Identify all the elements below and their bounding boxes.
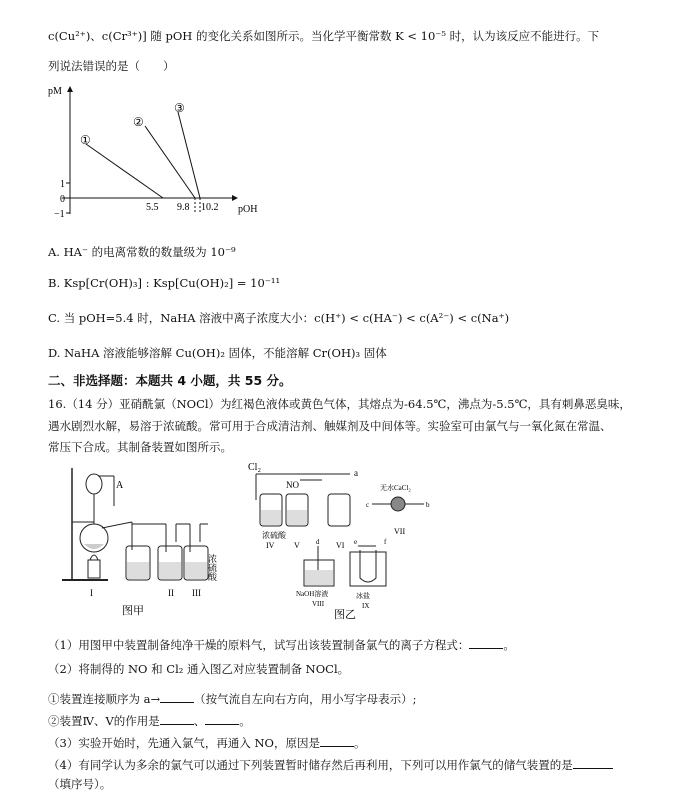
q16-line3: 常压下合成。其制备装置如图所示。 xyxy=(48,440,232,454)
x-axis-label: pOH xyxy=(238,204,258,215)
letter-b: b xyxy=(426,501,430,509)
caption-jia: 图甲 xyxy=(122,605,144,617)
q16-line1: 16.（14 分）亚硝酰氯（NOCl）为红褐色液体或黄色气体，其熔点为-64.5℃，沸点为-5.5℃，具有刺鼻恶臭味， xyxy=(48,397,631,411)
curve-label-2: ② xyxy=(133,115,144,129)
roman-iv: IV xyxy=(266,541,275,550)
y-tick-1: 1 xyxy=(60,179,65,190)
option-b[interactable]: B. Ksp[Cr(OH)₃] : Ksp[Cu(OH)₂] = 10⁻¹¹ xyxy=(48,276,281,290)
x-tick-9.8: 9.8 xyxy=(177,202,190,213)
roman-viii: VIII xyxy=(312,600,325,608)
label-anhydrous-cacl2: 无水CaCl₂ xyxy=(380,484,411,492)
apparatus-figure-yi xyxy=(246,460,436,620)
label-ice-salt: 冰盐 xyxy=(356,592,370,600)
curve-1 xyxy=(86,144,163,198)
q16-part2: （2）将制得的 NO 和 Cl₂ 通入图乙对应装置制备 NOCl。 xyxy=(48,662,350,676)
x-axis-arrow xyxy=(232,195,238,201)
x-tick-5.5: 5.5 xyxy=(146,202,159,213)
question-intro-line2: 列说法错误的是（ ） xyxy=(48,59,175,73)
curve-label-3: ③ xyxy=(174,101,185,115)
blank-q3[interactable] xyxy=(320,734,354,747)
curve-3 xyxy=(178,112,200,198)
curve-2 xyxy=(145,126,195,198)
section-heading: 二、非选择题：本题共 4 小题，共 55 分。 xyxy=(48,373,292,388)
caption-yi: 图乙 xyxy=(334,609,356,620)
curve-label-1: ① xyxy=(80,133,91,147)
x-tick-10.2: 10.2 xyxy=(201,202,219,213)
label-a-port: a xyxy=(354,468,358,478)
label-conc-acid: 浓硫酸 xyxy=(207,554,217,581)
option-a[interactable]: A. HA⁻ 的电离常数的数量级为 10⁻⁹ xyxy=(48,245,236,259)
q16-part4: （4）有同学认为多余的氯气可以通过下列装置暂时储存然后再利用，下列可以用作氯气的储气装置的是 xyxy=(48,756,613,773)
roman-ix: IX xyxy=(362,602,370,610)
blank-q2b-1[interactable] xyxy=(160,712,194,725)
q16-part1: （1）用图甲中装置制备纯净干燥的原料气，试写出该装置制备氯气的离子方程式： 。 xyxy=(48,638,515,652)
blank-q1[interactable] xyxy=(469,636,503,649)
label-naoh: NaOH溶液 xyxy=(296,590,329,598)
blank-q2b-2[interactable] xyxy=(205,712,239,725)
roman-iii: III xyxy=(192,588,201,598)
label-cl2: Cl₂ xyxy=(248,462,261,473)
roman-vii: VII xyxy=(394,527,406,536)
letter-d: d xyxy=(316,538,320,546)
letter-f: f xyxy=(384,538,387,546)
y-tick-0: 0 xyxy=(60,194,65,205)
q16-part2a: ①装置连接顺序为 a→ （按气流自左向右方向，用小写字母表示）; xyxy=(48,692,417,706)
option-c[interactable]: C. 当 pOH=5.4 时，NaHA 溶液中离子浓度大小：c(H⁺) < c(HA⁻) < c(A²⁻) < c(Na⁺) xyxy=(48,311,510,325)
q16-part3: （3）实验开始时，先通入氯气，再通入 NO，原因是 。 xyxy=(48,736,366,750)
question-intro-line1: c(Cu²⁺)、c(Cr³⁺)] 随 pOH 的变化关系如图所示。当化学平衡常数 K < 10⁻⁵ 时，认为该反应不能进行。下 xyxy=(48,29,600,43)
apparatus-figure-jia xyxy=(58,462,228,622)
label-no: NO xyxy=(286,480,299,490)
blank-q2a[interactable] xyxy=(160,690,194,703)
q16-part2b: ②装置Ⅳ、Ⅴ的作用是 、 。 xyxy=(48,714,251,728)
roman-i: I xyxy=(90,588,93,598)
roman-v: V xyxy=(294,541,300,550)
label-a: A xyxy=(116,480,124,491)
letter-e: e xyxy=(354,538,358,546)
q16-part4b: （填序号）。 xyxy=(48,777,112,791)
q16-line2: 遇水剧烈水解，易溶于浓硫酸。常可用于合成清洁剂、触媒剂及中间体等。实验室可由氯气与一氧化氮在常温、 xyxy=(48,419,612,433)
y-axis-label: pM xyxy=(48,86,62,97)
roman-ii: II xyxy=(168,588,174,598)
letter-c: c xyxy=(366,501,370,509)
roman-vi: VI xyxy=(336,541,345,550)
y-axis-arrow xyxy=(67,86,73,92)
y-tick-neg1: −1 xyxy=(54,209,65,220)
label-conc-sulfuric: 浓硫酸 xyxy=(262,531,286,540)
option-d[interactable]: D. NaHA 溶液能够溶解 Cu(OH)₂ 固体，不能溶解 Cr(OH)₃ 固体 xyxy=(48,346,387,360)
pm-poh-graph xyxy=(40,84,270,224)
blank-q4[interactable] xyxy=(573,756,613,769)
